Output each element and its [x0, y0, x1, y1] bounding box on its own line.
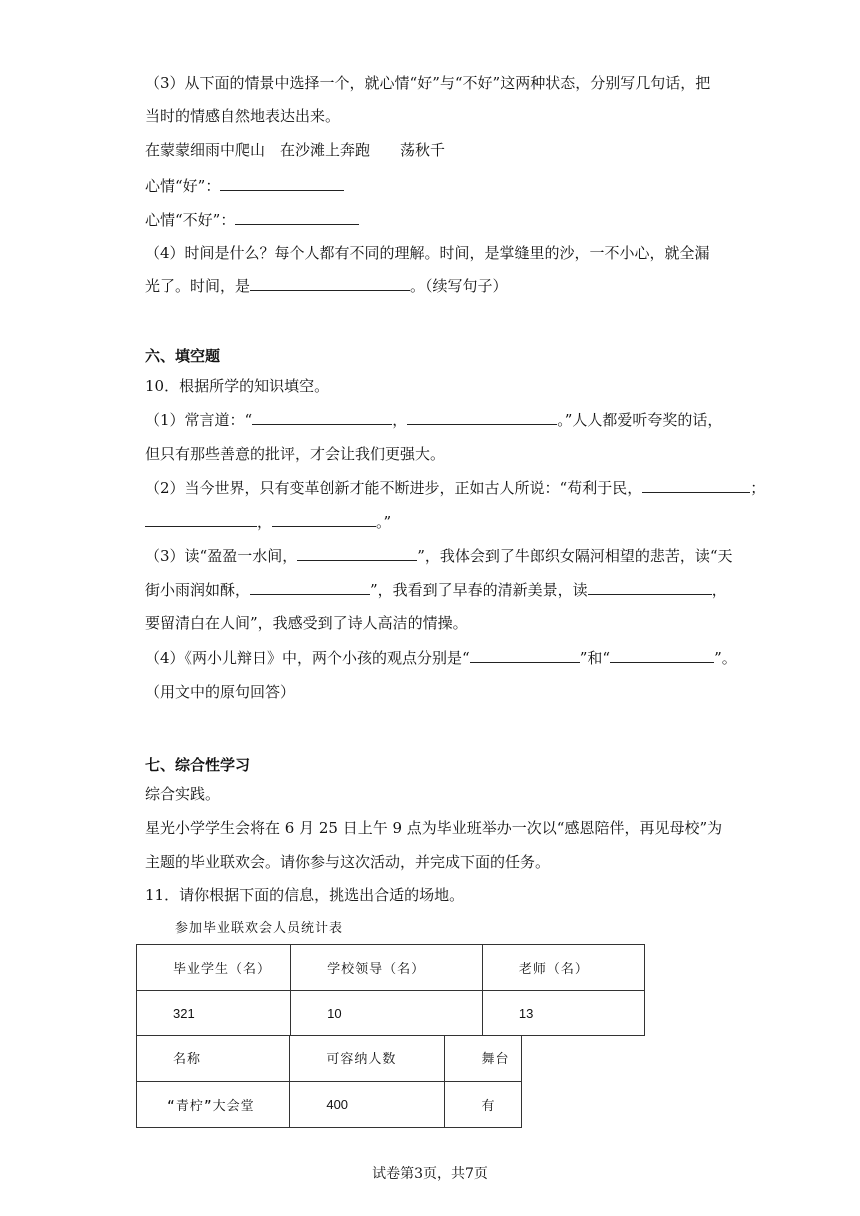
- viewpoint-blank-1[interactable]: [470, 648, 580, 663]
- q10-s3-comma: ，: [711, 581, 727, 599]
- q10-s3-text-2: ”，我体会到了牛郎织女隔河相望的悲苦，读“天: [417, 547, 733, 565]
- q10-s2-semicolon: ；: [750, 479, 766, 497]
- q10-title: 10．根据所学的知识填空。: [145, 377, 330, 395]
- bad-mood-label: 心情“不好”：: [145, 211, 236, 229]
- q9-part4-line1: （4）时间是什么？每个人都有不同的理解。时间，是掌缝里的沙，一不小心，就全漏: [145, 244, 710, 262]
- q10-s1-line2: 但只有那些善意的批评，才会让我们更强大。: [145, 445, 446, 463]
- value-leaders: 10: [291, 991, 483, 1036]
- q10-s3-line2: [145, 580, 727, 600]
- proverb-blank-2[interactable]: [407, 410, 557, 425]
- table-row: [137, 1035, 522, 1081]
- header-stage: 舞台: [445, 1035, 522, 1081]
- proverb-blank-1[interactable]: [252, 410, 392, 425]
- q10-s2-line2: [145, 512, 391, 532]
- value-venue-name: “青柠”大会堂: [137, 1081, 290, 1127]
- poem-blank-1[interactable]: [297, 546, 417, 561]
- section7-intro-line1: 星光小学学生会将在 6 月 25 日上午 9 点为毕业班举办一次以“感恩陪伴，再见母校”为: [145, 819, 723, 837]
- table-row: [137, 945, 645, 991]
- q10-s4-line1: [145, 648, 737, 668]
- quote-blank-3[interactable]: [272, 512, 376, 527]
- bad-mood-blank[interactable]: [235, 210, 359, 225]
- value-teachers: 13: [482, 991, 644, 1036]
- quote-blank-2[interactable]: [145, 512, 257, 527]
- q9-part3-line1: （3）从下面的情景中选择一个，就心情“好”与“不好”这两种状态，分别写几句话，把: [145, 74, 711, 92]
- header-leaders: 学校领导（名）: [291, 945, 483, 991]
- viewpoint-blank-2[interactable]: [610, 648, 714, 663]
- q9-part4-text: 光了。时间，是: [145, 277, 251, 295]
- header-venue-name: 名称: [137, 1035, 290, 1081]
- q10-s4-and: ”和“: [579, 649, 611, 667]
- time-blank[interactable]: [250, 276, 410, 291]
- q9-part4-line2: [145, 276, 508, 296]
- q10-s3-text: （3）读“盈盈一水间，: [145, 547, 298, 565]
- table-row: [137, 1081, 522, 1127]
- poem-blank-3[interactable]: [588, 580, 712, 595]
- q10-s1-text-end: 。”人人都爱听夸奖的话，: [557, 411, 723, 429]
- section7-intro-line2: 主题的毕业联欢会。请你参与这次活动，并完成下面的任务。: [145, 853, 551, 871]
- table-caption: 参加毕业联欢会人员统计表: [175, 921, 344, 936]
- q10-s2-comma: ，: [257, 513, 273, 531]
- value-stage: 有: [445, 1081, 522, 1127]
- q10-s1-line1: [145, 410, 722, 430]
- header-students: 毕业学生（名）: [137, 945, 291, 991]
- value-students: 321: [137, 991, 291, 1036]
- poem-blank-2[interactable]: [250, 580, 370, 595]
- good-mood-blank[interactable]: [220, 176, 344, 191]
- q9-bad-mood-row: [145, 210, 359, 230]
- venue-table: [136, 1035, 522, 1128]
- q9-part4-suffix: 。（续写句子）: [410, 277, 508, 295]
- header-teachers: 老师（名）: [482, 945, 644, 991]
- q10-s1-text: （1）常言道：“: [145, 411, 253, 429]
- q9-scenes: 在蒙蒙细雨中爬山 在沙滩上奔跑 荡秋千: [145, 141, 446, 159]
- table-row: [137, 991, 645, 1036]
- section6-title: 六、填空题: [145, 347, 221, 365]
- q9-part3-line2: 当时的情感自然地表达出来。: [145, 107, 341, 125]
- q10-s1-comma: ，: [392, 411, 408, 429]
- section7-subtitle: 综合实践。: [145, 785, 221, 803]
- page-footer: 试卷第3页，共7页: [372, 1166, 488, 1182]
- q10-s3-text-4: ”，我看到了早春的清新美景，读: [370, 581, 588, 599]
- q10-s3-line1: [145, 546, 733, 566]
- q10-s2-text: （2）当今世界，只有变革创新才能不断进步，正如古人所说：“苟利于民，: [145, 479, 643, 497]
- q9-good-mood-row: [145, 176, 344, 196]
- header-capacity: 可容纳人数: [290, 1035, 445, 1081]
- q11-title: 11．请你根据下面的信息，挑选出合适的场地。: [145, 886, 465, 904]
- quote-blank-1[interactable]: [642, 478, 750, 493]
- q10-s4-text: （4）《两小儿辩日》中，两个小孩的观点分别是“: [145, 649, 470, 667]
- q10-s2-line1: [145, 478, 765, 498]
- q10-s4-line2: （用文中的原句回答）: [145, 683, 296, 701]
- good-mood-label: 心情“好”：: [145, 177, 221, 195]
- section7-title: 七、综合性学习: [145, 756, 251, 774]
- q10-s2-end: 。”: [376, 513, 392, 531]
- q10-s4-end: ”。: [714, 649, 737, 667]
- q10-s3-text-3: 街小雨润如酥，: [145, 581, 251, 599]
- people-stats-table: [136, 944, 645, 1036]
- q10-s3-line3: 要留清白在人间”，我感受到了诗人高洁的情操。: [145, 614, 468, 632]
- value-capacity: 400: [290, 1081, 445, 1127]
